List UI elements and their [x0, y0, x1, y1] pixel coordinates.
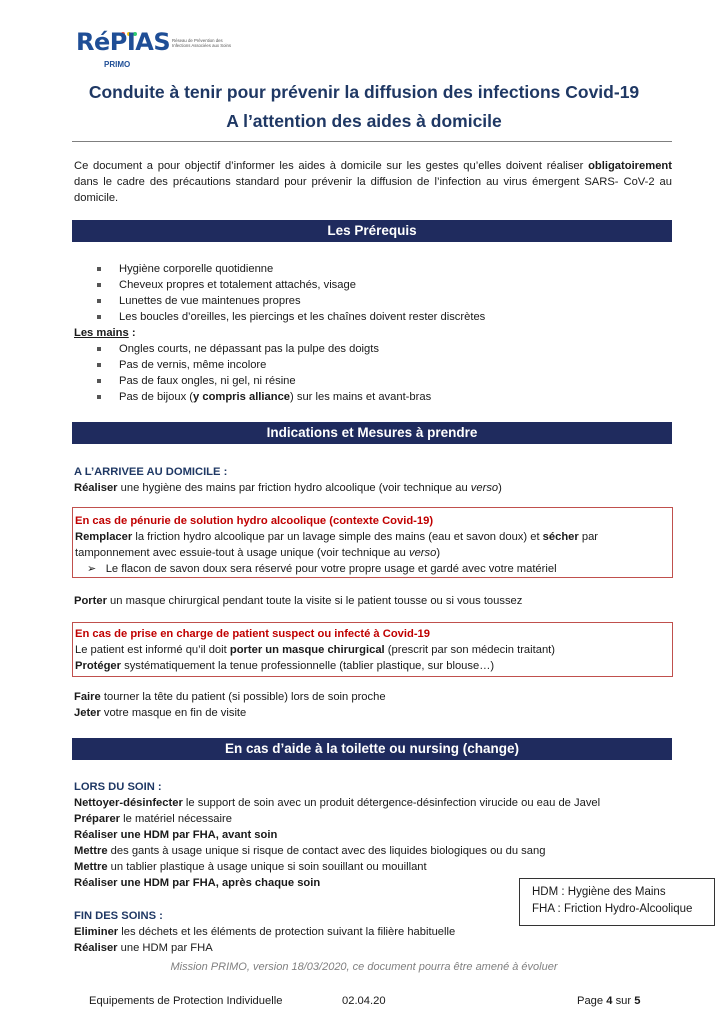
shortage-text-3: Le flacon de savon doux sera réservé pour votre propre usage et gardé avec votre matériel	[105, 563, 557, 575]
shortage-end-2: )	[436, 547, 441, 559]
list-item: Lunettes de vue maintenues propres	[97, 293, 485, 309]
during-item	[74, 859, 427, 875]
during-text: un tablier plastique à usage unique si soin souillant ou mouillant	[107, 861, 427, 873]
footer-doc-title: Equipements de Protection Individuelle	[89, 995, 283, 1007]
page-title-line-2: A l’attention des aides à domicile	[226, 111, 502, 131]
list-item: Pas de faux ongles, ni gel, ni résine	[97, 373, 431, 389]
shortage-heading: En cas de pénurie de solution hydro alcoolique (contexte Covid-19)	[75, 515, 434, 527]
intro-paragraph	[74, 158, 672, 206]
intro-text-1: Ce document a pour objectif d’informer les aides à domicile sur les gestes qu’elles doivent réaliser	[74, 160, 584, 172]
end-text: une HDM par FHA	[117, 942, 213, 954]
bijoux-c: ) sur les mains et avant-bras	[290, 391, 432, 403]
list-item: Hygiène corporelle quotidienne	[97, 261, 485, 277]
end-item	[74, 940, 213, 956]
arrow-icon: ➢	[87, 563, 97, 575]
intro-bold: obligatoirement	[588, 160, 672, 172]
intro-text-2: dans le cadre des précautions standard pour prévenir la diffusion de l’infection au virus émergent SARS- CoV-2 au domicile.	[74, 176, 672, 204]
shortage-italic: verso	[408, 547, 437, 559]
hands-label-colon: :	[128, 327, 136, 339]
abbreviations-box	[519, 878, 715, 926]
arrival-heading: A L’ARRIVEE AU DOMICILE :	[74, 466, 228, 478]
during-text: le matériel nécessaire	[120, 813, 232, 825]
during-item	[74, 843, 545, 859]
section-header-indications: Indications et Mesures à prendre	[72, 422, 672, 444]
arrival-verb: Réaliser	[74, 482, 118, 494]
turn-text: tourner la tête du patient (si possible) lors de soin proche	[100, 691, 386, 703]
shortage-text-1: la friction hydro alcoolique par un lavage simple des mains (eau et savon doux) et	[132, 531, 543, 543]
repias-logo	[76, 28, 231, 74]
mask-verb: Porter	[74, 595, 107, 607]
abbreviation-hdm: HDM : Hygiène des Mains	[532, 886, 666, 898]
list-item: Cheveux propres et totalement attachés, visage	[97, 277, 485, 293]
prerequis-list	[97, 261, 485, 325]
during-item	[74, 811, 232, 827]
during-verb: Réaliser une HDM par FHA, avant soin	[74, 829, 278, 841]
hands-list	[97, 341, 431, 405]
list-item: Pas de vernis, même incolore	[97, 357, 431, 373]
during-text: le support de soin avec un produit détergence-désinfection virucide ou eau de Javel	[182, 797, 601, 809]
during-item	[74, 827, 277, 843]
list-item-bijoux	[97, 389, 431, 405]
page-mid: sur	[612, 995, 635, 1007]
page-prefix: Page	[577, 995, 607, 1007]
shortage-line-1	[75, 529, 598, 545]
arrival-text: une hygiène des mains par friction hydro alcoolique (voir technique au	[117, 482, 471, 494]
footer-page-number	[577, 993, 640, 1009]
end-heading: FIN DES SOINS :	[74, 910, 163, 922]
shortage-verb: Remplacer	[75, 531, 133, 543]
arrival-instruction	[74, 480, 502, 496]
logo-tagline: Réseau de Prévention des Infections Associées aux Soins	[172, 38, 231, 48]
shortage-end-1: par	[578, 531, 599, 543]
end-verb: Eliminer	[74, 926, 119, 938]
discard-verb: Jeter	[74, 707, 101, 719]
turn-instruction	[74, 689, 386, 705]
during-verb: Réaliser une HDM par FHA, après chaque soin	[74, 877, 321, 889]
page-num: 4	[606, 995, 613, 1007]
turn-verb: Faire	[74, 691, 101, 703]
suspect-line-2	[75, 658, 494, 674]
shortage-line-2	[75, 545, 440, 561]
suspect-box	[72, 622, 673, 677]
section-header-prerequis: Les Prérequis	[72, 220, 672, 242]
abbreviation-fha: FHA : Friction Hydro-Alcoolique	[532, 903, 693, 915]
shortage-box	[72, 507, 673, 578]
during-verb: Mettre	[74, 845, 108, 857]
bijoux-b: y compris alliance	[193, 391, 291, 403]
shortage-text-2: tamponnement avec essuie-tout à usage unique (voir technique au	[75, 547, 409, 559]
page-title-line-1: Conduite à tenir pour prévenir la diffusion des infections Covid-19	[88, 82, 640, 102]
suspect-end-1: (prescrit par son médecin traitant)	[384, 644, 556, 656]
logo-name: RéPIAS	[76, 28, 171, 56]
title-divider	[72, 141, 672, 142]
mask-text: un masque chirurgical pendant toute la visite si le patient tousse ou si vous toussez	[106, 595, 523, 607]
suspect-verb: Protéger	[75, 660, 122, 672]
mission-note: Mission PRIMO, version 18/03/2020, ce document pourra être amené à évoluer	[170, 961, 558, 973]
suspect-heading: En cas de prise en charge de patient suspect ou infecté à Covid-19	[75, 628, 431, 640]
page-total: 5	[634, 995, 641, 1007]
suspect-bold: porter un masque chirurgical	[229, 644, 385, 656]
hands-label	[74, 325, 136, 341]
shortage-verb-2: sécher	[542, 531, 579, 543]
suspect-text-1: Le patient est informé qu’il doit	[75, 644, 230, 656]
during-verb: Mettre	[74, 861, 108, 873]
discard-text: votre masque en fin de visite	[100, 707, 247, 719]
arrival-end: )	[498, 482, 502, 494]
end-verb: Réaliser	[74, 942, 118, 954]
mask-instruction	[74, 593, 522, 609]
footer-date: 02.04.20	[342, 995, 386, 1007]
during-item	[74, 875, 320, 891]
during-item	[74, 795, 600, 811]
shortage-line-3	[87, 561, 557, 577]
during-heading: LORS DU SOIN :	[74, 781, 162, 793]
arrival-italic: verso	[470, 482, 499, 494]
suspect-line-1	[75, 642, 555, 658]
during-verb: Préparer	[74, 813, 121, 825]
hands-label-text: Les mains	[74, 327, 129, 339]
bijoux-a: Pas de bijoux (	[119, 391, 194, 403]
end-text: les déchets et les éléments de protection suivant la filière habituelle	[118, 926, 456, 938]
suspect-text-2: systématiquement la tenue professionnelle (tablier plastique, sur blouse…)	[121, 660, 495, 672]
logo-sub: PRIMO	[104, 60, 131, 69]
end-item	[74, 924, 455, 940]
during-verb: Nettoyer-désinfecter	[74, 797, 183, 809]
discard-instruction	[74, 705, 246, 721]
list-item: Les boucles d’oreilles, les piercings et les chaînes doivent rester discrètes	[97, 309, 485, 325]
during-text: des gants à usage unique si risque de contact avec des liquides biologiques ou du sang	[107, 845, 546, 857]
section-header-toilette: En cas d’aide à la toilette ou nursing (change)	[72, 738, 672, 760]
list-item: Ongles courts, ne dépassant pas la pulpe des doigts	[97, 341, 431, 357]
